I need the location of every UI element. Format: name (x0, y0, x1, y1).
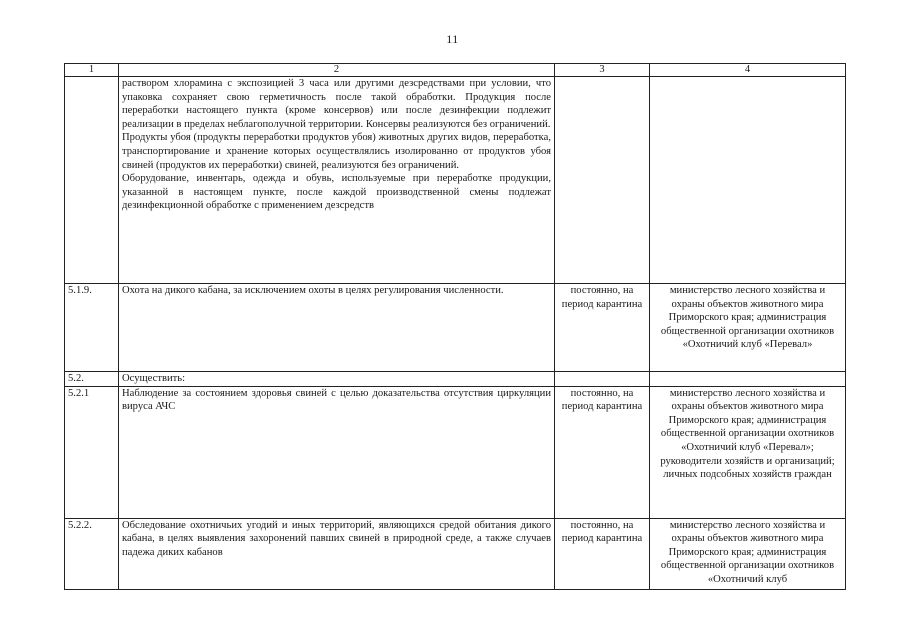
page-number: 11 (446, 32, 459, 46)
table-row-continuation (65, 77, 846, 284)
column-header-2: 2 (119, 64, 555, 77)
row-content: Наблюдение за состоянием здоровья свиней с целью доказательства отсутствия циркуляции вируса АЧС (119, 386, 555, 518)
row-term-cell (555, 77, 650, 284)
row-content: Обследование охотничьих угодий и иных территорий, являющихся средой обитания дикого кабана, в целях выявления захоронений павших свиней в природной среде, а также случаев падежа диких кабанов (119, 518, 555, 589)
row-number-cell (65, 77, 119, 284)
table-row (65, 386, 846, 518)
continuation-paragraph: раствором хлорамина с экспозицией 3 часа или другими дезсредствами при условии, что упаковка сохраняет свою герметичность после такой обработки. Продукция после переработки настоящего пункта (кроме консервов) или после дезинфекции подлежит реализации в пределах неблагополучной территории. Консервы реализуются без ограничений. (122, 78, 551, 130)
continuation-paragraph: Оборудование, инвентарь, одежда и обувь, используемые при переработке продукции, указанной в настоящем пункте, после каждой производственной смены подлежат дезинфекционной обработке с применением дезсредств (122, 173, 551, 212)
column-header-1: 1 (65, 64, 119, 77)
table-row (65, 372, 846, 387)
table-row (65, 518, 846, 589)
row-responsible (650, 372, 846, 387)
row-term: постоянно, на период карантина (555, 386, 650, 518)
measures-table (64, 63, 846, 590)
row-number: 5.2.2. (65, 518, 119, 589)
continuation-paragraph: Продукты убоя (продукты переработки продуктов убоя) животных других видов, переработка, транспортирование и хранение которых осуществлялись изолированно от продуктов убоя свиней (продуктов их переработки) свиней, реализуются без ограничений. (122, 132, 551, 171)
row-content-cell (119, 77, 555, 284)
row-responsible: министерство лесного хозяйства и охраны объектов животного мира Приморского края; администрация общественной организации охотников «Охотничий клуб «Перевал» (650, 284, 846, 372)
row-content: Охота на дикого кабана, за исключением охоты в целях регулирования численности. (119, 284, 555, 372)
row-term: постоянно, на период карантина (555, 284, 650, 372)
column-header-4: 4 (650, 64, 846, 77)
row-content: Осуществить: (119, 372, 555, 387)
row-term: постоянно, на период карантина (555, 518, 650, 589)
column-header-3: 3 (555, 64, 650, 77)
row-number: 5.1.9. (65, 284, 119, 372)
table-header-row (65, 64, 846, 77)
row-responsible-cell (650, 77, 846, 284)
row-responsible: министерство лесного хозяйства и охраны объектов животного мира Приморского края; администрация общественной организации охотников «Охотничий клуб «Перевал»; руководители хозяйств и организаций; личных подсобных хозяйств граждан (650, 386, 846, 518)
table-row (65, 284, 846, 372)
row-term (555, 372, 650, 387)
row-responsible: министерство лесного хозяйства и охраны объектов животного мира Приморского края; администрация общественной организации охотников «Охотничий клуб (650, 518, 846, 589)
row-number: 5.2. (65, 372, 119, 387)
row-number: 5.2.1 (65, 386, 119, 518)
